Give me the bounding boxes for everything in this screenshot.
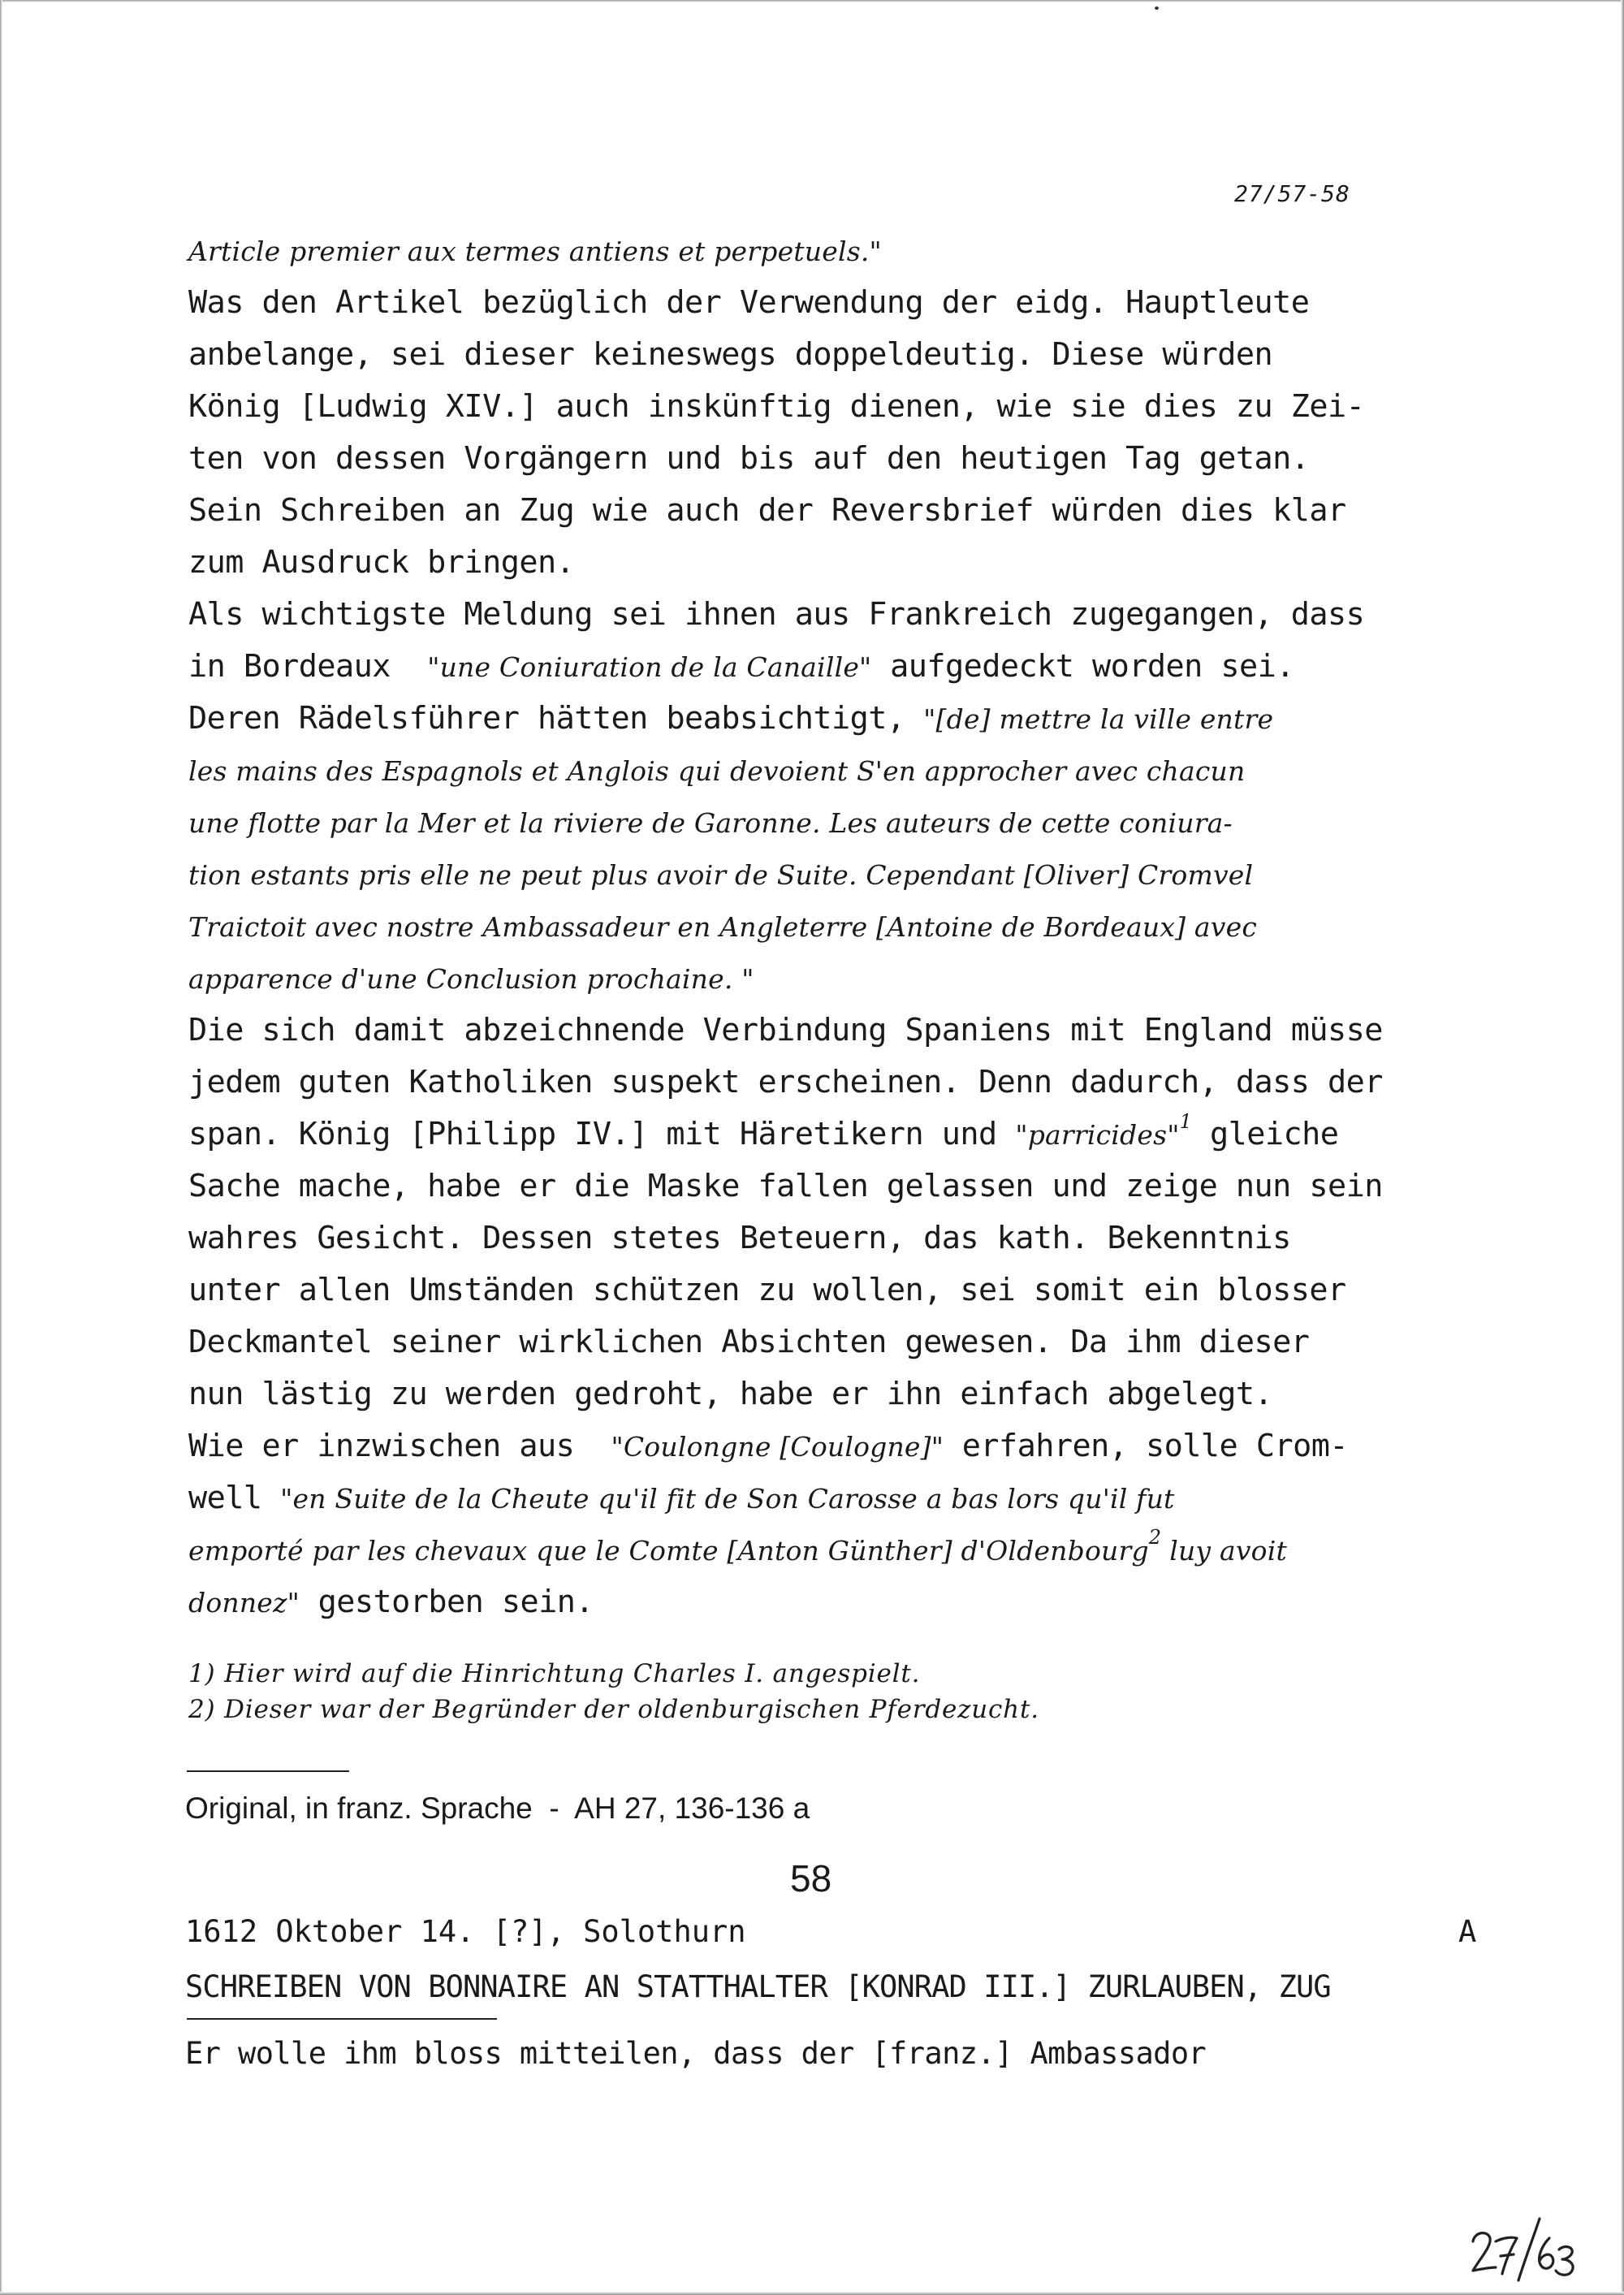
scan-edge-top: [0, 0, 1624, 2]
text-run: Deckmantel seiner wirklichen Absichten gewesen. Da ihm dieser: [188, 1324, 1310, 1360]
footnote-marker: 1: [1179, 1110, 1192, 1134]
body-line: [188, 1168, 1383, 1204]
body-line: [188, 1526, 1287, 1567]
scan-edge-left: [0, 0, 2, 2295]
body-line: [188, 284, 1310, 321]
body-line: [188, 596, 1365, 633]
quoted-text: Article premier aux termes antiens et perpetuels.": [188, 236, 882, 267]
text-run: Was den Artikel bezüglich der Verwendung der eidg. Hauptleute: [188, 284, 1310, 321]
text-run: Wie er inzwischen aus: [188, 1428, 611, 1464]
text-run: aufgedeckt worden sei.: [871, 648, 1294, 685]
quoted-text: une flotte par la Mer et la riviere de Garonne. Les auteurs de cette coniura-: [188, 807, 1233, 839]
body-line: [188, 1012, 1383, 1048]
document-heading: SCHREIBEN VON BONNAIRE AN STATTHALTER [KONRAD III.] ZURLAUBEN, ZUG: [185, 1969, 1331, 2004]
body-line: [188, 911, 1257, 943]
document-date-place: 1612 Oktober 14. [?], Solothurn: [185, 1914, 746, 1949]
body-line: [188, 807, 1233, 839]
footnote-1: 1) Hier wird auf die Hinrichtung Charles I. angespielt.: [188, 1659, 921, 1688]
body-line: [188, 1480, 1175, 1516]
body-line: [188, 1220, 1291, 1256]
text-run: Als wichtigste Meldung sei ihnen aus Frankreich zugegangen, dass: [188, 596, 1365, 633]
body-line: [188, 1428, 1348, 1464]
text-run: erfahren, solle Crom-: [944, 1428, 1348, 1464]
text-run: well: [188, 1480, 281, 1516]
text-run: Die sich damit abzeichnende Verbindung Spaniens mit England müsse: [188, 1012, 1383, 1048]
text-run: Sein Schreiben an Zug wie auch der Reversbrief würden dies klar: [188, 492, 1346, 529]
quoted-text: emporté par les chevaux que le Comte [Anton Günther] d'Oldenbourg: [188, 1535, 1149, 1567]
text-run: Deren Rädelsführer hätten beabsichtigt,: [188, 700, 924, 737]
document-number: 58: [790, 1857, 832, 1900]
quoted-text: les mains des Espagnols et Anglois qui devoient S'en approcher avec chacun: [188, 755, 1246, 787]
scan-speck: [1155, 6, 1159, 10]
text-run: ten von dessen Vorgängern und bis auf den heutigen Tag getan.: [188, 440, 1310, 477]
scan-edge-bottom: [0, 2292, 1624, 2295]
body-line: [188, 440, 1310, 477]
scan-edge-right: [1621, 0, 1624, 2295]
document-code: A: [1458, 1914, 1477, 1949]
body-line: [188, 544, 575, 581]
body-line: [188, 1064, 1383, 1100]
text-run: Sache mache, habe er die Maske fallen gelassen und zeige nun sein: [188, 1168, 1383, 1204]
body-line: [188, 859, 1253, 891]
text-run: span. König [Philipp IV.] mit Häretikern und: [188, 1116, 1016, 1152]
footnote-marker: 2: [1148, 1526, 1161, 1549]
quoted-text: "parricides": [1015, 1119, 1180, 1151]
quoted-text: donnez": [188, 1587, 300, 1619]
body-line: [188, 336, 1273, 373]
body-line: [188, 963, 754, 995]
quoted-text: apparence d'une Conclusion prochaine. ": [188, 963, 754, 995]
quoted-text: Traictoit avec nostre Ambassadeur en Angleterre [Antoine de Bordeaux] avec: [188, 911, 1258, 943]
body-line: [188, 648, 1294, 685]
text-run: anbelange, sei dieser keineswegs doppeldeutig. Diese würden: [188, 336, 1273, 373]
body-line: [188, 1110, 1339, 1152]
quoted-text: "une Coniuration de la Canaille": [427, 651, 872, 683]
text-run: unter allen Umständen schützen zu wollen, sei somit ein blosser: [188, 1272, 1346, 1308]
body-line: [188, 1272, 1346, 1308]
text-run: gestorben sein.: [300, 1584, 594, 1620]
quoted-text: "en Suite de la Cheute qu'il fit de Son Carosse a bas lors qu'il fut: [280, 1483, 1175, 1515]
body-line: [188, 492, 1346, 529]
body-line: [188, 700, 1274, 737]
text-run: gleiche: [1191, 1116, 1339, 1152]
quoted-text: "Coulongne [Coulogne]": [611, 1431, 944, 1463]
quoted-text: luy avoit: [1160, 1535, 1287, 1567]
text-run: wahres Gesicht. Dessen stetes Beteuern, das kath. Bekenntnis: [188, 1220, 1291, 1256]
document-first-line: Er wolle ihm bloss mitteilen, dass der [franz.] Ambassador: [185, 2036, 1207, 2071]
text-run: jedem guten Katholiken suspekt erscheinen. Denn dadurch, dass der: [188, 1064, 1383, 1100]
footnote-2: 2) Dieser war der Begründer der oldenburgischen Pferdezucht.: [188, 1695, 1039, 1724]
quoted-text: "[de] mettre la ville entre: [923, 703, 1274, 735]
source-line: Original, in franz. Sprache - AH 27, 136-136 a: [185, 1791, 810, 1825]
text-run: in Bordeaux: [188, 648, 428, 685]
quoted-text: tion estants pris elle ne peut plus avoir de Suite. Cependant [Oliver] Cromvel: [188, 859, 1254, 891]
page-reference: 27/57-58: [1234, 180, 1350, 207]
text-run: nun lästig zu werden gedroht, habe er ihn einfach abgelegt.: [188, 1376, 1273, 1412]
source-divider: [187, 1770, 349, 1772]
body-line: [188, 1584, 594, 1620]
text-run: zum Ausdruck bringen.: [188, 544, 575, 581]
body-line: [188, 388, 1365, 425]
handwritten-stamp: [1468, 2214, 1582, 2282]
body-line: [188, 1376, 1273, 1412]
heading-divider: [187, 2018, 497, 2020]
body-line: [188, 236, 882, 267]
body-line: [188, 755, 1245, 787]
text-run: König [Ludwig XIV.] auch inskünftig dienen, wie sie dies zu Zei-: [188, 388, 1365, 425]
body-line: [188, 1324, 1310, 1360]
